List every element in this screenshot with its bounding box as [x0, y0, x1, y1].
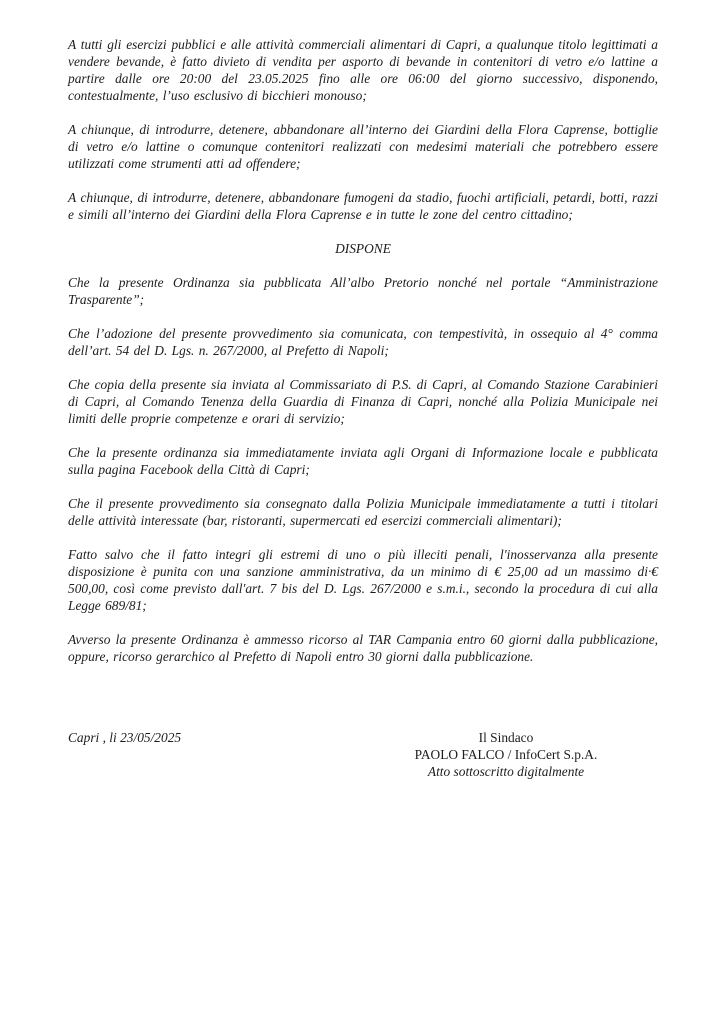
dispone-heading: DISPONE — [335, 241, 391, 256]
intro-paragraph-3: A chiunque, di introdurre, detenere, abbandonare fumogeni da stadio, fuochi artificiali, petardi, botti, razzi e simili all’interno dei Giardini della Flora Caprense e in tutte le zone del centro cittadino; — [68, 190, 658, 222]
dispone-paragraph-7: Avverso la presente Ordinanza è ammesso ricorso al TAR Campania entro 60 giorni dalla pubblicazione, oppure, ricorso gerarchico al Prefetto di Napoli entro 30 giorni dalla pubblicazione. — [68, 632, 658, 664]
intro-paragraph-2: A chiunque, di introdurre, detenere, abbandonare all’interno dei Giardini della Flora Caprense, bottiglie di vetro e/o lattine o comunque contenitori realizzati con medesimi materiali che potrebbero essere utilizzati come strumenti atti ad offendere; — [68, 122, 658, 171]
footer-block — [68, 729, 658, 780]
dispone-paragraph-5: Che il presente provvedimento sia consegnato dalla Polizia Municipale immediatamente a tutti i titolari delle attività interessate (bar, ristoranti, supermercati ed esercizi commerciali alimentari); — [68, 496, 658, 528]
signature-name: PAOLO FALCO / InfoCert S.p.A. — [414, 747, 598, 762]
signature-block — [354, 729, 658, 780]
dispone-paragraph-6: Fatto salvo che il fatto integri gli estremi di uno o più illeciti penali, l'inosservanza alla presente disposizione è punita con una sanzione amministrativa, da un minimo di € 25,00 ad un massimo di·€ 500,00, così come previsto dall'art. 7 bis del D. Lgs. 267/2000 e s.m.i., secondo la procedura di cui alla Legge 689/81; — [68, 547, 658, 613]
date-place-line: Capri , li 23/05/2025 — [68, 730, 182, 745]
dispone-paragraph-2: Che l’adozione del presente provvedimento sia comunicata, con tempestività, in ossequio al 4° comma dell’art. 54 del D. Lgs. n. 267/2000, al Prefetto di Napoli; — [68, 326, 658, 358]
intro-paragraph-1: A tutti gli esercizi pubblici e alle attività commerciali alimentari di Capri, a qualunque titolo legittimati a vendere bevande, è fatto divieto di vendita per asporto di bevande in contenitori di vetro e/o lattine a partire dalle ore 20:00 del 23.05.2025 fino alle ore 06:00 del giorno successivo, disponendo, contestualmente, l’uso esclusivo di bicchieri monouso; — [68, 37, 658, 103]
signature-digital-note: Atto sottoscritto digitalmente — [427, 764, 585, 779]
dispone-paragraph-4: Che la presente ordinanza sia immediatamente inviata agli Organi di Informazione locale e pubblicata sulla pagina Facebook della Città di Capri; — [68, 445, 658, 477]
dispone-paragraph-1: Che la presente Ordinanza sia pubblicata All’albo Pretorio nonché nel portale “Amministrazione Trasparente”; — [68, 275, 658, 307]
signature-title: Il Sindaco — [478, 730, 534, 745]
dispone-paragraph-3: Che copia della presente sia inviata al Commissariato di P.S. di Capri, al Comando Stazione Carabinieri di Capri, al Comando Tenenza della Guardia di Finanza di Capri, nonché alla Polizia Municipale nei limiti delle proprie competenze e orari di servizio; — [68, 377, 658, 426]
